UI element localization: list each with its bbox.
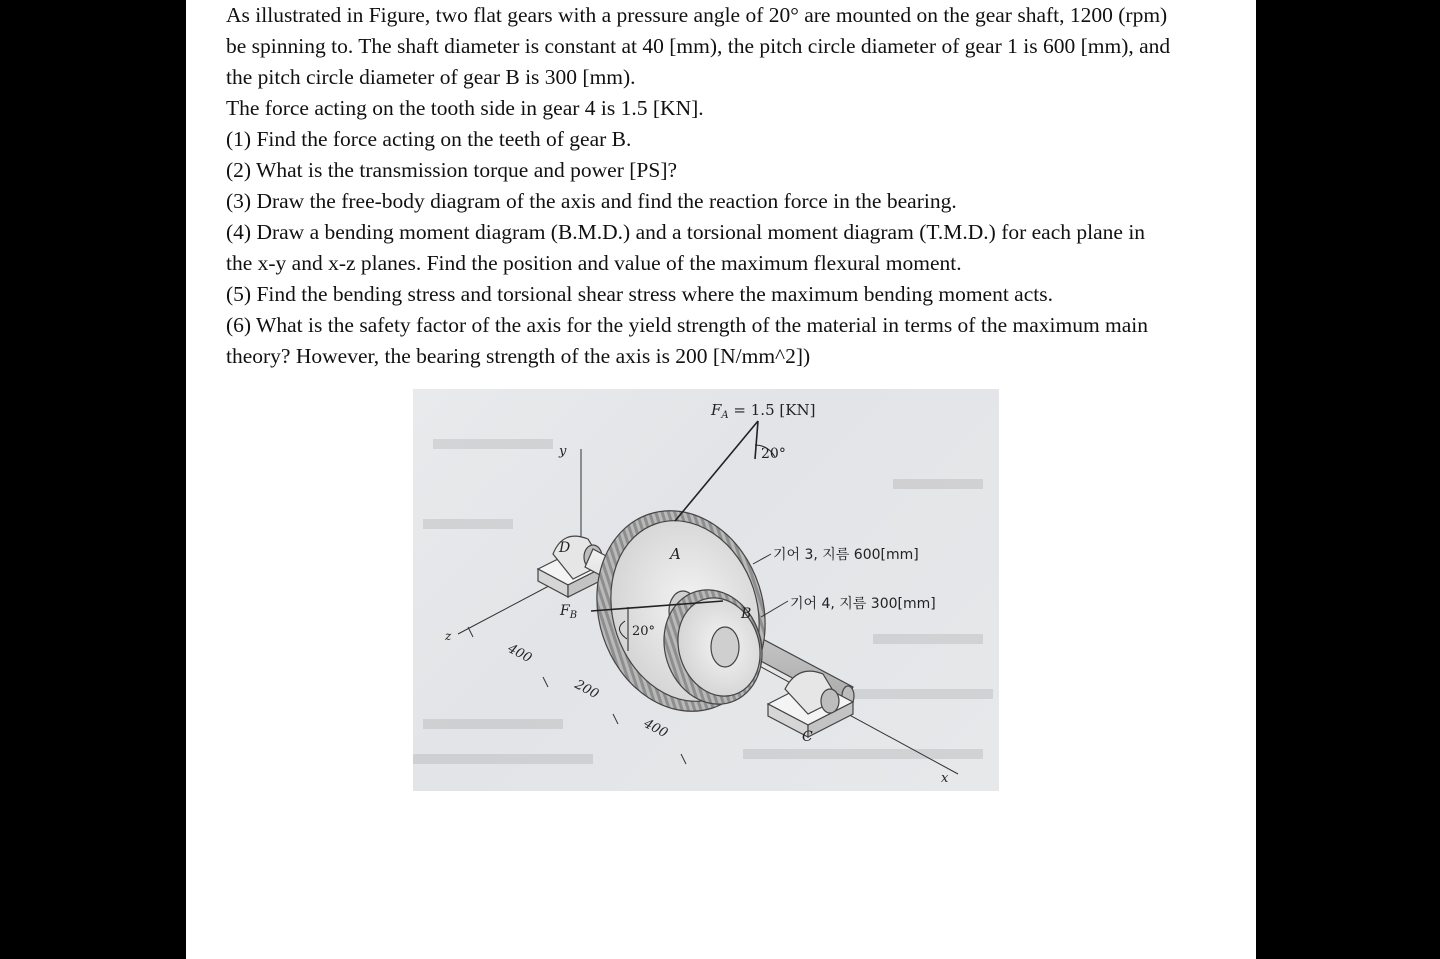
point-a-label: A <box>670 545 681 563</box>
axis-z-label: z <box>445 629 452 643</box>
force-a-label: $F_A = 1.5$ [KN] <box>711 401 816 421</box>
force-b-label: $F_B$ <box>560 603 578 621</box>
axis-y-label: y <box>559 444 567 459</box>
question-1: (1) Find the force acting on the teeth of gear B. <box>226 127 632 151</box>
point-c-label: C <box>802 729 813 745</box>
problem-line: The force acting on the tooth side in gear 4 is 1.5 [KN]. <box>226 96 704 120</box>
gear-shaft-figure <box>413 389 999 791</box>
gear-shaft-drawing <box>413 389 999 791</box>
problem-line: the pitch circle diameter of gear B is 300 [mm). <box>226 65 636 89</box>
document-page <box>186 0 1256 959</box>
gear-4-label: 기어 4, 지름 300[mm] <box>790 596 936 612</box>
question-3: (3) Draw the free-body diagram of the axis and find the reaction force in the bearing. <box>226 189 957 213</box>
problem-line: As illustrated in Figure, two flat gears with a pressure angle of 20° are mounted on the gear shaft, 1200 (rpm) <box>226 3 1168 27</box>
dimension-200: 200 <box>572 677 602 703</box>
dimension-400-right: 400 <box>641 716 671 742</box>
question-6-cont: theory? However, the bearing strength of the axis is 200 [N/mm^2]) <box>226 344 811 368</box>
question-6: (6) What is the safety factor of the axis for the yield strength of the material in terms of the maximum main <box>226 313 1149 337</box>
problem-text <box>226 0 1256 372</box>
gear-3-label: 기어 3, 지름 600[mm] <box>773 547 919 563</box>
question-2: (2) What is the transmission torque and power [PS]? <box>226 158 678 182</box>
problem-line: be spinning to. The shaft diameter is constant at 40 [mm), the pitch circle diameter of gear 1 is 600 [mm), and <box>226 34 1171 58</box>
axis-x-label: x <box>941 771 949 786</box>
point-d-label: D <box>559 540 571 556</box>
angle-b-label: 20° <box>632 624 656 639</box>
angle-a-label: 20° <box>761 446 786 462</box>
question-4-cont: the x-y and x-z planes. Find the position and value of the maximum flexural moment. <box>226 251 962 275</box>
question-5: (5) Find the bending stress and torsional shear stress where the maximum bending moment acts. <box>226 282 1053 306</box>
point-b-label: B <box>741 606 752 622</box>
dimension-400-left: 400 <box>505 641 535 667</box>
question-4: (4) Draw a bending moment diagram (B.M.D.) and a torsional moment diagram (T.M.D.) for each plane in <box>226 220 1146 244</box>
